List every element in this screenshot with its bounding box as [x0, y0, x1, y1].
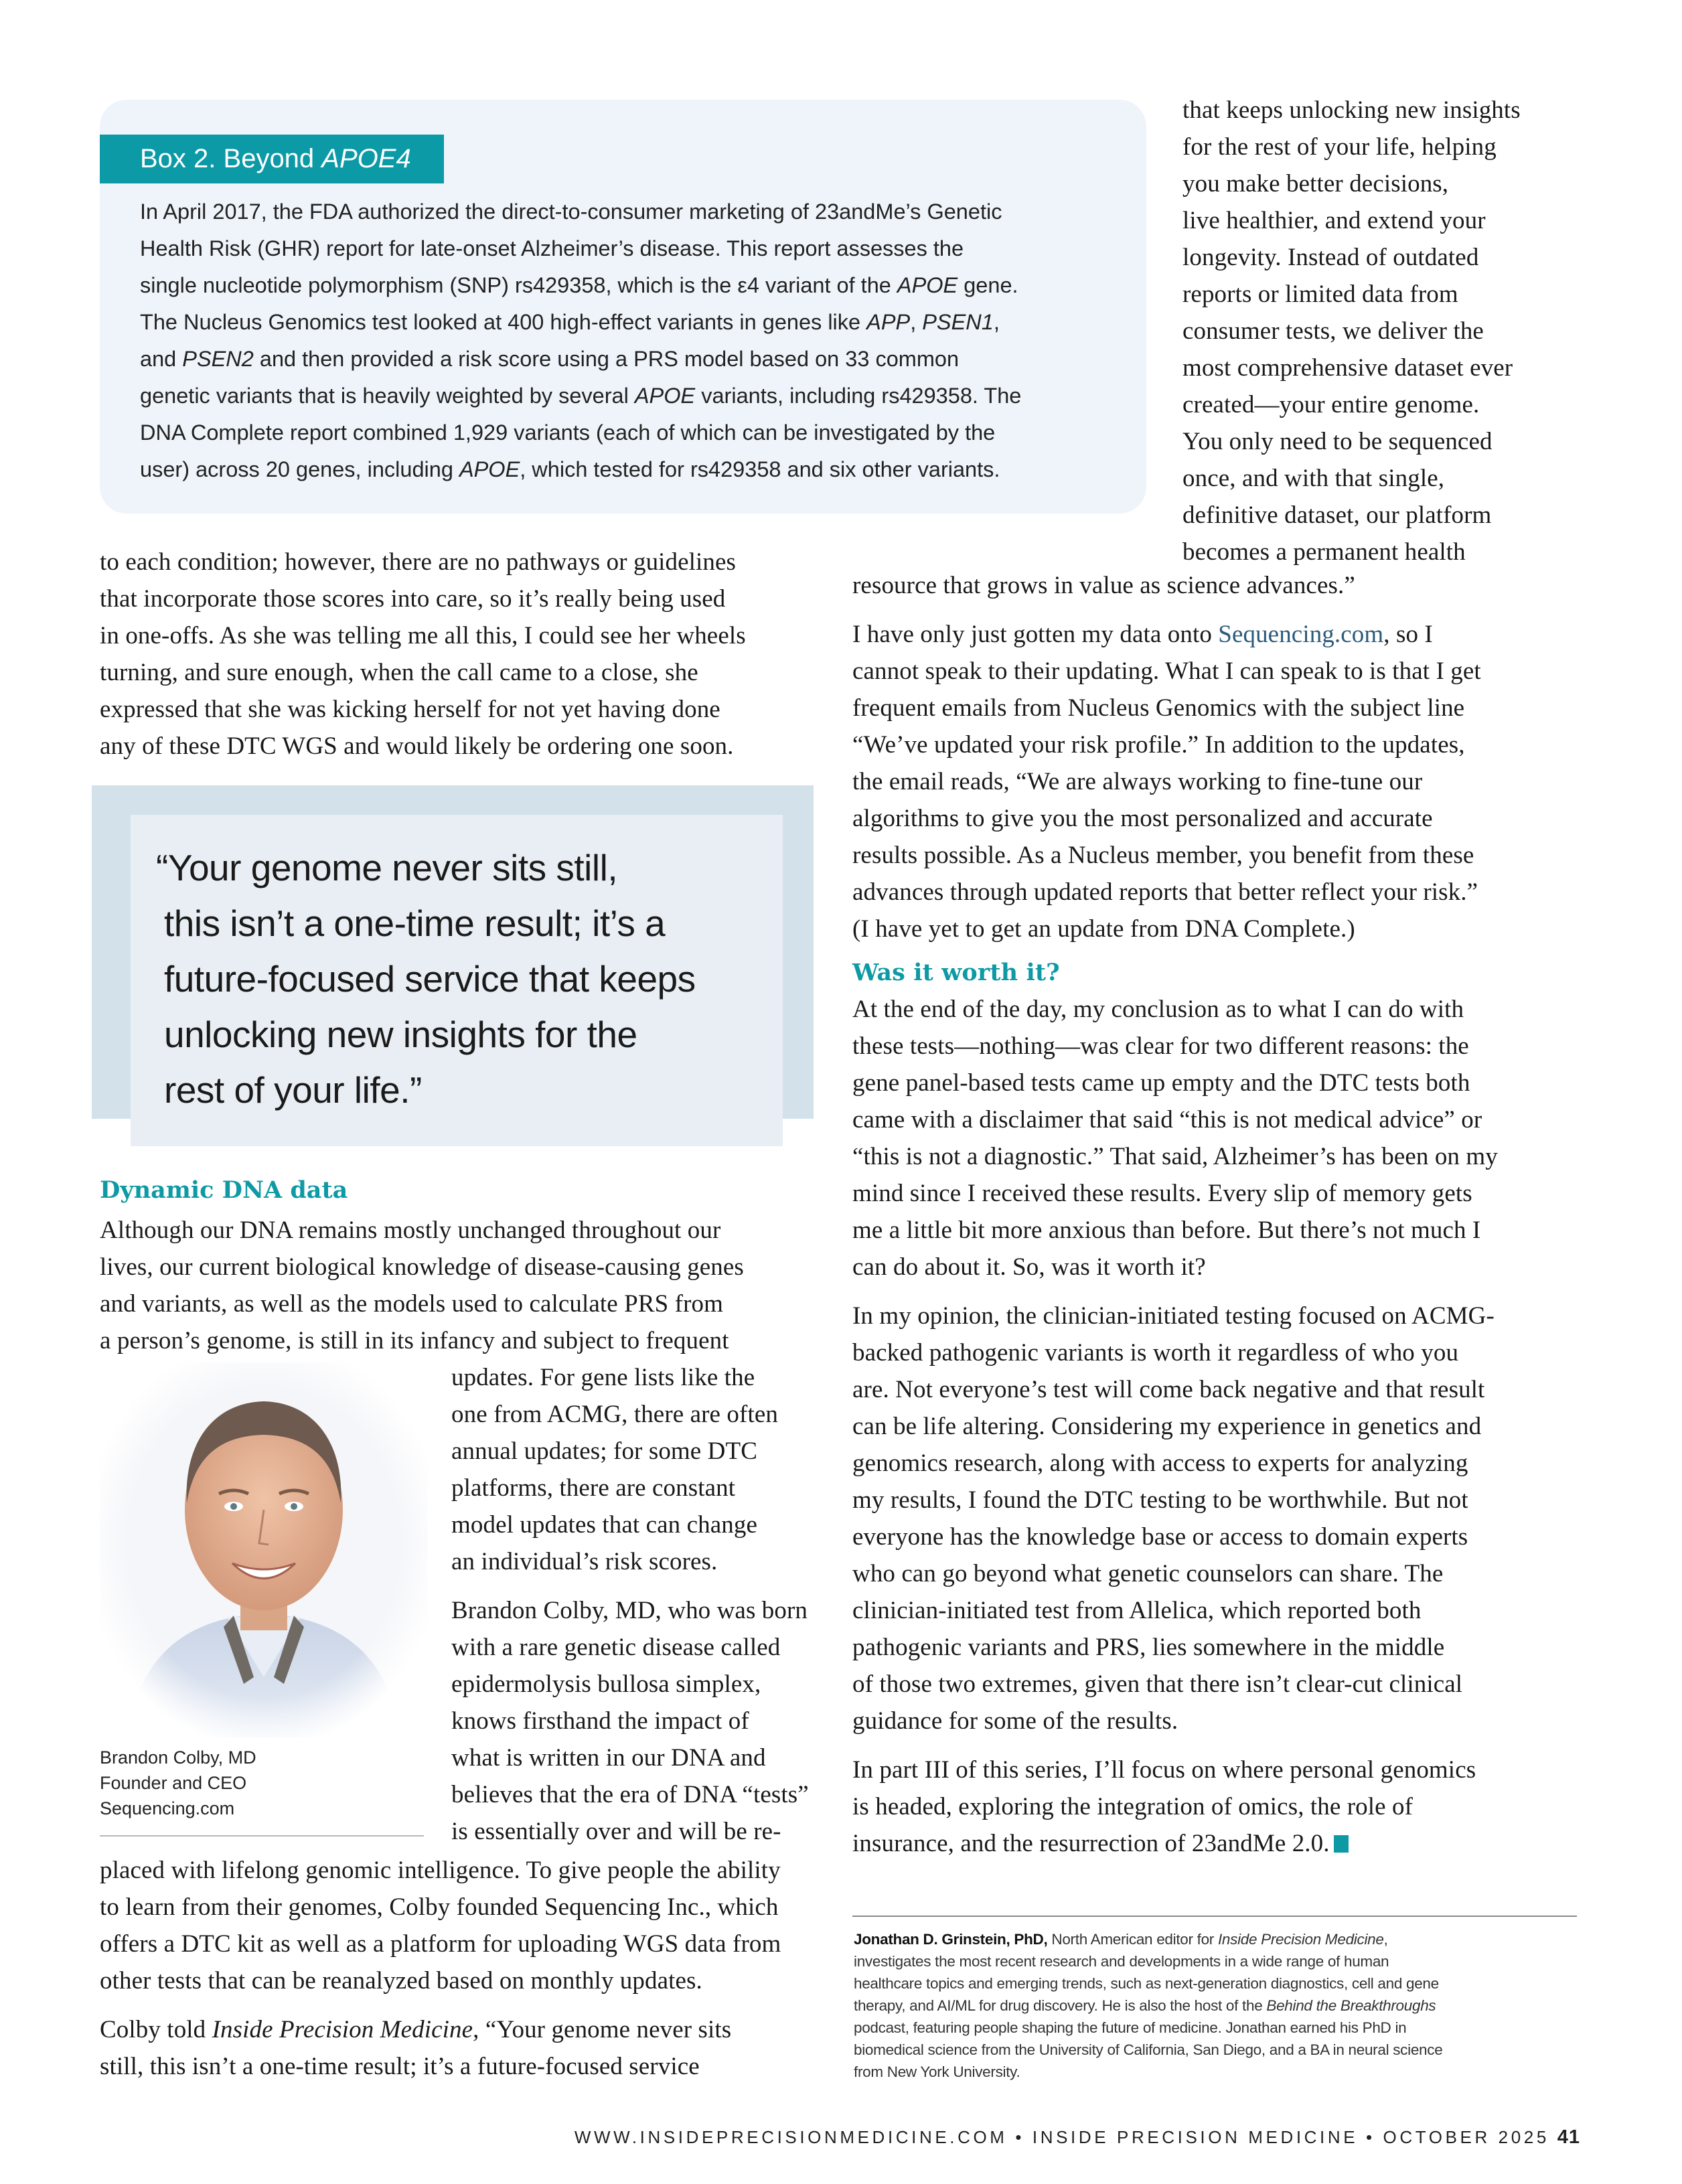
text-line: a person’s genome, is still in its infancy and subject to frequent: [100, 1327, 729, 1354]
page-number: 41: [1557, 2126, 1580, 2148]
text-line: consumer tests, we deliver the: [1182, 317, 1484, 345]
photo-caption: [100, 1745, 256, 1821]
text-line: cannot speak to their updating. What I can speak to is that I get: [852, 657, 1481, 685]
text-line: updates. For gene lists like the: [451, 1364, 755, 1391]
text-line: pathogenic variants and PRS, lies somewhere in the middle: [852, 1634, 1445, 1661]
bio-line: investigates the most recent research and developments in a wide range of human: [854, 1953, 1389, 1970]
text-line: to learn from their genomes, Colby founded Sequencing Inc., which: [100, 1893, 779, 1921]
dynamic-paragraph-continued: [100, 1852, 781, 2085]
text-line: resource that grows in value as science advances.”: [852, 572, 1355, 599]
text-line: I have only just gotten my data onto Sequencing.com, so I: [852, 621, 1433, 648]
text-line: mind since I received these results. Every slip of memory gets: [852, 1180, 1472, 1207]
pull-quote-text: [156, 840, 696, 1118]
text-line: results possible. As a Nucleus member, you benefit from these: [852, 842, 1474, 869]
box-body: [140, 193, 1021, 488]
text-line: “We’ve updated your risk profile.” In addition to the updates,: [852, 731, 1465, 759]
author-name: Jonathan D. Grinstein, PhD,: [854, 1931, 1048, 1948]
text-line: advances through updated reports that better reflect your risk.”: [852, 878, 1478, 906]
text-line: everyone has the knowledge base or access to domain experts: [852, 1523, 1468, 1551]
box-line: and PSEN2 and then provided a risk score using a PRS model based on 33 common: [140, 347, 960, 371]
text-line: Brandon Colby, MD, who was born: [451, 1597, 808, 1624]
text-line: (I have yet to get an update from DNA Complete.): [852, 915, 1355, 943]
text-line: is essentially over and will be re-: [451, 1818, 781, 1845]
text-line: gene panel-based tests came up empty and the DTC tests both: [852, 1069, 1470, 1097]
box-line: single nucleotide polymorphism (SNP) rs429358, which is the ε4 variant of the APOE gene.: [140, 273, 1018, 297]
text-line: me a little bit more anxious than before. But there’s not much I: [852, 1217, 1481, 1244]
text-line: guidance for some of the results.: [852, 1707, 1178, 1735]
text-line: an individual’s risk scores.: [451, 1548, 718, 1575]
text-line: algorithms to give you the most personalized and accurate: [852, 805, 1433, 832]
box-title-text: Box 2. Beyond: [140, 144, 322, 173]
text-line: my results, I found the DTC testing to be worthwhile. But not: [852, 1486, 1468, 1514]
right-column: [852, 567, 1498, 1862]
text-line: At the end of the day, my conclusion as to what I can do with: [852, 996, 1464, 1023]
text-line: reports or limited data from: [1182, 281, 1458, 308]
text-line: frequent emails from Nucleus Genomics with the subject line: [852, 694, 1465, 722]
bio-line: Jonathan D. Grinstein, PhD, North American editor for Inside Precision Medicine,: [854, 1931, 1388, 1948]
text-line: these tests—nothing—was clear for two different reasons: the: [852, 1032, 1469, 1060]
text-line: knows firsthand the impact of: [451, 1707, 749, 1735]
caption-company: Sequencing.com: [100, 1798, 235, 1818]
text-line: can be life altering. Considering my experience in genetics and: [852, 1413, 1482, 1440]
quote-line: future-focused service that keeps: [164, 958, 696, 1000]
footer-text: WWW.INSIDEPRECISIONMEDICINE.COM • INSIDE PRECISION MEDICINE • OCTOBER 2025: [574, 2127, 1549, 2147]
box-title-gene: APOE4: [321, 144, 411, 173]
right-top-quote-text: [1182, 92, 1521, 570]
box-line: Health Risk (GHR) report for late-onset Alzheimer’s disease. This report assesses the: [140, 236, 964, 260]
end-of-article-square-icon: [1334, 1835, 1349, 1853]
text-line: any of these DTC WGS and would likely be ordering one soon.: [100, 732, 734, 760]
caption-name: Brandon Colby, MD: [100, 1747, 256, 1768]
text-line: that keeps unlocking new insights: [1182, 96, 1521, 124]
publication-name: Inside Precision Medicine: [212, 2016, 473, 2043]
text-line: longevity. Instead of outdated: [1182, 244, 1479, 271]
text-line: insurance, and the resurrection of 23andMe 2.0.: [852, 1825, 1498, 1862]
caption-divider: [100, 1835, 424, 1837]
text-line: that incorporate those scores into care, so it’s really being used: [100, 585, 726, 613]
box-title: [100, 135, 444, 183]
bio-divider: [852, 1916, 1577, 1917]
quote-line: “Your genome never sits still,: [156, 847, 618, 888]
bio-line: therapy, and AI/ML for drug discovery. He is also the host of the Behind the Breakthroughs: [854, 1997, 1436, 2014]
text-line: “this is not a diagnostic.” That said, Alzheimer’s has been on my: [852, 1143, 1498, 1170]
text-line: model updates that can change: [451, 1511, 757, 1539]
bio-line: biomedical science from the University of California, San Diego, and a BA in neural science: [854, 2041, 1443, 2058]
caption-title: Founder and CEO: [100, 1773, 247, 1793]
text-line: of those two extremes, given that there isn’t clear-cut clinical: [852, 1670, 1463, 1698]
text-line: lives, our current biological knowledge of disease-causing genes: [100, 1253, 744, 1281]
text-line: created—your entire genome.: [1182, 391, 1480, 418]
text-line: clinician-initiated test from Allelica, which reported both: [852, 1597, 1422, 1624]
text-line: live healthier, and extend your: [1182, 207, 1486, 234]
text-line: came with a disclaimer that said “this is not medical advice” or: [852, 1106, 1482, 1134]
dynamic-paragraph-full: [100, 1212, 744, 1359]
text-line: believes that the era of DNA “tests”: [451, 1781, 809, 1808]
text-line: expressed that she was kicking herself for not yet having done: [100, 696, 720, 723]
text-line: placed with lifelong genomic intelligence. To give people the ability: [100, 1857, 781, 1884]
text-line: what is written in our DNA and: [451, 1744, 766, 1772]
box-line: DNA Complete report combined 1,929 variants (each of which can be investigated by the: [140, 420, 996, 445]
text-line: and variants, as well as the models used to calculate PRS from: [100, 1290, 723, 1318]
quote-line: this isn’t a one-time result; it’s a: [164, 903, 666, 944]
bio-line: healthcare topics and emerging trends, such as next-generation diagnostics, cell and gene: [854, 1975, 1439, 1992]
text-line: offers a DTC kit as well as a platform for uploading WGS data from: [100, 1930, 781, 1958]
portrait-photo-icon: [100, 1362, 428, 1737]
text-line: Although our DNA remains mostly unchanged throughout our: [100, 1217, 721, 1244]
text-line: once, and with that single,: [1182, 465, 1445, 492]
text-line: one from ACMG, there are often: [451, 1401, 778, 1428]
quote-line: rest of your life.”: [164, 1069, 422, 1111]
text-line: still, this isn’t a one-time result; it’s a future-focused service: [100, 2053, 700, 2080]
text-line: epidermolysis bullosa simplex,: [451, 1670, 761, 1698]
text-line: in one-offs. As she was telling me all this, I could see her wheels: [100, 622, 746, 649]
text-line: other tests that can be reanalyzed based on monthly updates.: [100, 1967, 702, 1995]
text-line: definitive dataset, our platform: [1182, 501, 1492, 529]
quote-line: unlocking new insights for the: [164, 1014, 637, 1055]
text-line: the email reads, “We are always working to fine-tune our: [852, 768, 1423, 795]
text-line: who can go beyond what genetic counselors can share. The: [852, 1560, 1444, 1587]
text-line: Colby told Inside Precision Medicine, “Your genome never sits: [100, 2016, 732, 2043]
box-line: user) across 20 genes, including APOE, which tested for rs429358 and six other variants.: [140, 457, 1000, 481]
text-line: platforms, there are constant: [451, 1474, 736, 1502]
section-heading-dynamic-dna: Dynamic DNA data: [100, 1176, 348, 1204]
text-line: turning, and sure enough, when the call came to a close, she: [100, 659, 698, 686]
text-line: backed pathogenic variants is worth it regardless of who you: [852, 1339, 1459, 1367]
box-line: The Nucleus Genomics test looked at 400 high-effect variants in genes like APP, PSEN1,: [140, 310, 1000, 334]
sidebar-box-beyond-apoe4: [100, 100, 1146, 514]
sequencing-link[interactable]: Sequencing.com: [1218, 621, 1384, 648]
text-line: genomics research, along with access to experts for analyzing: [852, 1450, 1468, 1477]
text-line: you make better decisions,: [1182, 170, 1449, 198]
left-intro-paragraph: [100, 544, 746, 765]
section-heading-worth-it: Was it worth it?: [852, 959, 1060, 986]
text-line: You only need to be sequenced: [1182, 428, 1493, 455]
text-line: to each condition; however, there are no pathways or guidelines: [100, 548, 737, 576]
text-line: annual updates; for some DTC: [451, 1437, 757, 1465]
dynamic-paragraph-wrap: [451, 1359, 809, 1850]
box-line: In April 2017, the FDA authorized the direct-to-consumer marketing of 23andMe’s Genetic: [140, 200, 1002, 224]
text-line: are. Not everyone’s test will come back negative and that result: [852, 1376, 1485, 1403]
bio-line: podcast, featuring people shaping the future of medicine. Jonathan earned his PhD in: [854, 2019, 1407, 2036]
text-line: can do about it. So, was it worth it?: [852, 1253, 1206, 1281]
text-line: most comprehensive dataset ever: [1182, 354, 1513, 382]
text-line: In my opinion, the clinician-initiated testing focused on ACMG-: [852, 1302, 1495, 1330]
text-line: is headed, exploring the integration of omics, the role of: [852, 1793, 1413, 1820]
box-line: genetic variants that is heavily weighted by several APOE variants, including rs429358. The: [140, 384, 1022, 408]
author-bio: [854, 1928, 1577, 2083]
text-line: In part III of this series, I’ll focus on where personal genomics: [852, 1756, 1476, 1784]
bio-line: from New York University.: [854, 2063, 1020, 2080]
text-line: with a rare genetic disease called: [451, 1634, 781, 1661]
text-line: becomes a permanent health: [1182, 538, 1466, 566]
page-footer: [575, 2126, 1580, 2149]
text-line: for the rest of your life, helping: [1182, 133, 1497, 161]
